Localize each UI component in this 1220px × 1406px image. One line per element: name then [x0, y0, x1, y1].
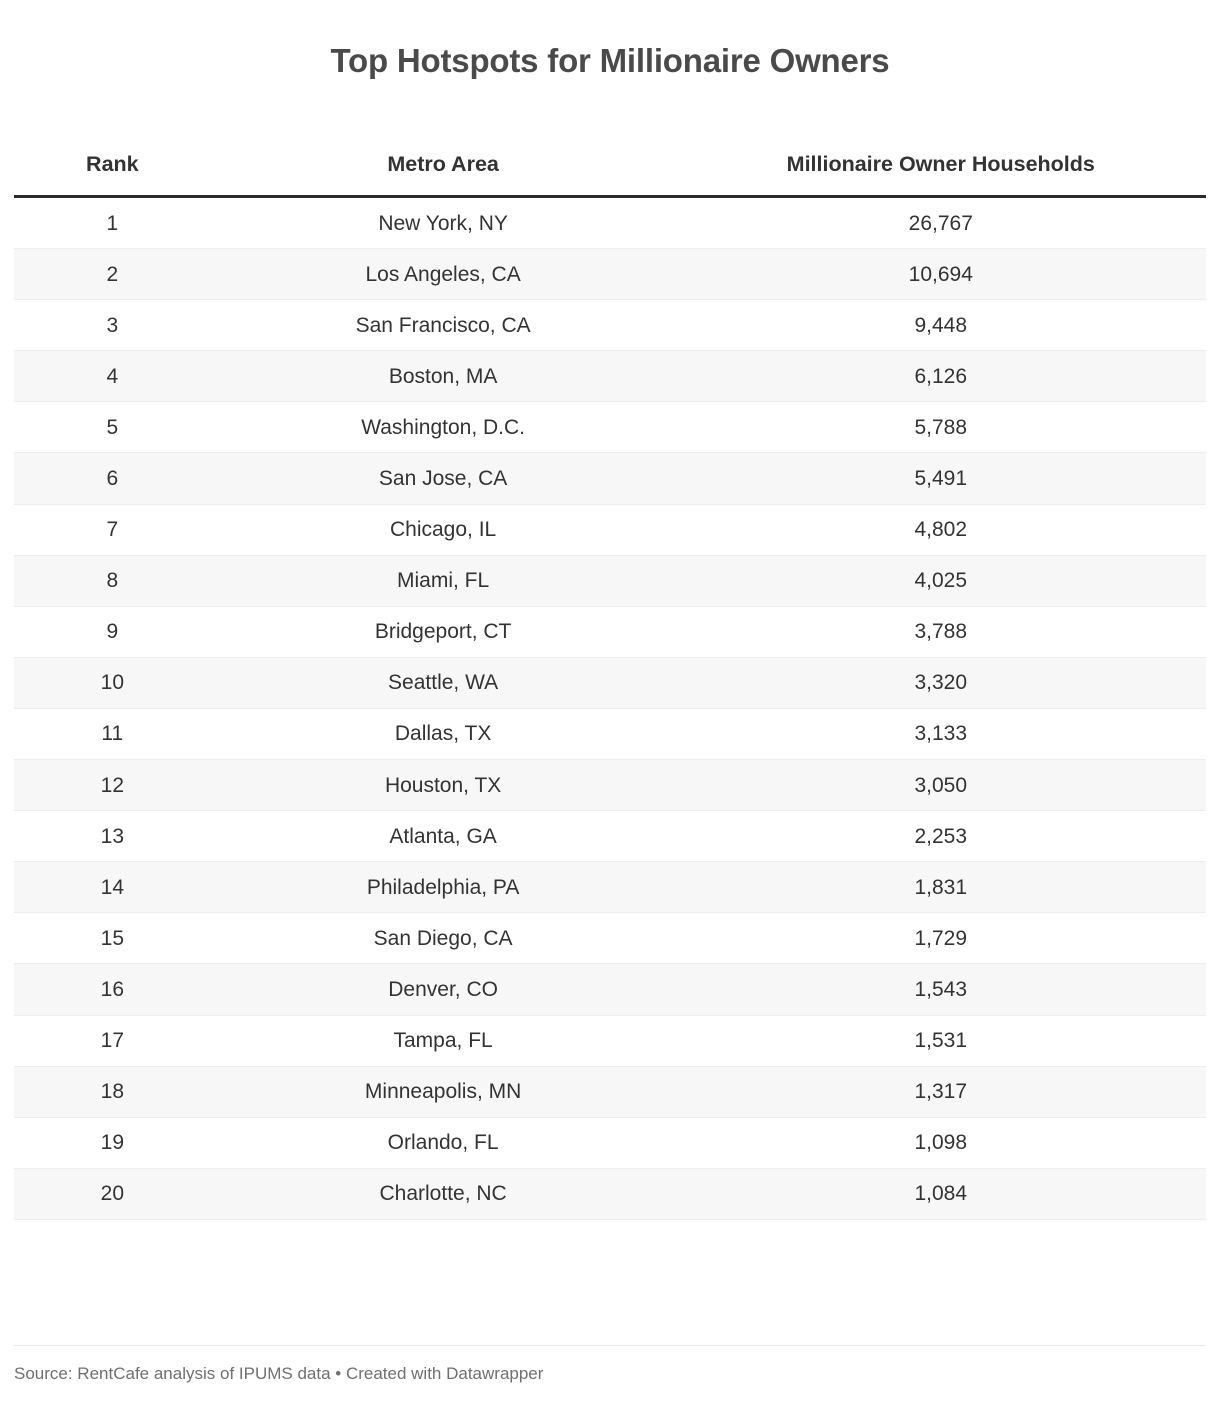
table-row — [14, 555, 1206, 606]
cell-value: 5,788 — [676, 402, 1206, 453]
cell-metro: Charlotte, NC — [211, 1168, 676, 1219]
table-header — [14, 152, 1206, 197]
column-header-millionaire-owner-households: Millionaire Owner Households — [676, 152, 1206, 197]
table-body — [14, 197, 1206, 1220]
cell-rank: 19 — [14, 1117, 211, 1168]
cell-rank: 1 — [14, 197, 211, 249]
column-header-rank: Rank — [14, 152, 211, 197]
cell-metro: Orlando, FL — [211, 1117, 676, 1168]
cell-metro: Miami, FL — [211, 555, 676, 606]
cell-rank: 2 — [14, 249, 211, 300]
cell-metro: Philadelphia, PA — [211, 862, 676, 913]
table-row — [14, 249, 1206, 300]
column-header-metro-area: Metro Area — [211, 152, 676, 197]
table-row — [14, 197, 1206, 249]
cell-rank: 4 — [14, 351, 211, 402]
table-row — [14, 300, 1206, 351]
table-row — [14, 708, 1206, 759]
cell-value: 5,491 — [676, 453, 1206, 504]
cell-value: 26,767 — [676, 197, 1206, 249]
millionaire-owners-table — [14, 152, 1206, 1220]
cell-value: 1,317 — [676, 1066, 1206, 1117]
cell-rank: 16 — [14, 964, 211, 1015]
table-row — [14, 913, 1206, 964]
table-row — [14, 606, 1206, 657]
table-row — [14, 351, 1206, 402]
cell-value: 2,253 — [676, 811, 1206, 862]
table-row — [14, 760, 1206, 811]
cell-rank: 9 — [14, 606, 211, 657]
table-row — [14, 862, 1206, 913]
cell-rank: 5 — [14, 402, 211, 453]
cell-rank: 18 — [14, 1066, 211, 1117]
cell-metro: Houston, TX — [211, 760, 676, 811]
cell-value: 4,025 — [676, 555, 1206, 606]
cell-metro: San Diego, CA — [211, 913, 676, 964]
cell-value: 3,133 — [676, 708, 1206, 759]
table-row — [14, 402, 1206, 453]
cell-rank: 14 — [14, 862, 211, 913]
cell-value: 4,802 — [676, 504, 1206, 555]
table-row — [14, 1015, 1206, 1066]
cell-metro: San Jose, CA — [211, 453, 676, 504]
table-row — [14, 964, 1206, 1015]
cell-rank: 11 — [14, 708, 211, 759]
cell-rank: 15 — [14, 913, 211, 964]
table-row — [14, 1117, 1206, 1168]
cell-metro: Tampa, FL — [211, 1015, 676, 1066]
cell-value: 1,531 — [676, 1015, 1206, 1066]
cell-value: 3,050 — [676, 760, 1206, 811]
cell-metro: San Francisco, CA — [211, 300, 676, 351]
cell-rank: 3 — [14, 300, 211, 351]
cell-metro: Dallas, TX — [211, 708, 676, 759]
table-row — [14, 811, 1206, 862]
cell-rank: 17 — [14, 1015, 211, 1066]
cell-metro: Atlanta, GA — [211, 811, 676, 862]
cell-metro: Bridgeport, CT — [211, 606, 676, 657]
table-container — [14, 152, 1206, 1220]
chart-footer — [14, 1345, 1206, 1384]
table-row — [14, 1066, 1206, 1117]
cell-metro: Chicago, IL — [211, 504, 676, 555]
table-row — [14, 504, 1206, 555]
cell-rank: 10 — [14, 657, 211, 708]
cell-value: 6,126 — [676, 351, 1206, 402]
cell-value: 10,694 — [676, 249, 1206, 300]
source-note: Source: RentCafe analysis of IPUMS data • Created with Datawrapper — [14, 1364, 544, 1383]
cell-metro: Los Angeles, CA — [211, 249, 676, 300]
cell-value: 9,448 — [676, 300, 1206, 351]
cell-rank: 7 — [14, 504, 211, 555]
cell-rank: 6 — [14, 453, 211, 504]
cell-value: 1,084 — [676, 1168, 1206, 1219]
cell-metro: Boston, MA — [211, 351, 676, 402]
table-row — [14, 453, 1206, 504]
table-row — [14, 657, 1206, 708]
cell-value: 1,098 — [676, 1117, 1206, 1168]
cell-value: 1,831 — [676, 862, 1206, 913]
cell-metro: New York, NY — [211, 197, 676, 249]
table-row — [14, 1168, 1206, 1219]
cell-rank: 13 — [14, 811, 211, 862]
cell-rank: 8 — [14, 555, 211, 606]
cell-metro: Seattle, WA — [211, 657, 676, 708]
cell-rank: 12 — [14, 760, 211, 811]
page-title: Top Hotspots for Millionaire Owners — [330, 42, 890, 79]
cell-value: 1,543 — [676, 964, 1206, 1015]
cell-value: 3,320 — [676, 657, 1206, 708]
table-header-row — [14, 152, 1206, 197]
cell-rank: 20 — [14, 1168, 211, 1219]
cell-value: 1,729 — [676, 913, 1206, 964]
cell-value: 3,788 — [676, 606, 1206, 657]
cell-metro: Minneapolis, MN — [211, 1066, 676, 1117]
cell-metro: Washington, D.C. — [211, 402, 676, 453]
cell-metro: Denver, CO — [211, 964, 676, 1015]
